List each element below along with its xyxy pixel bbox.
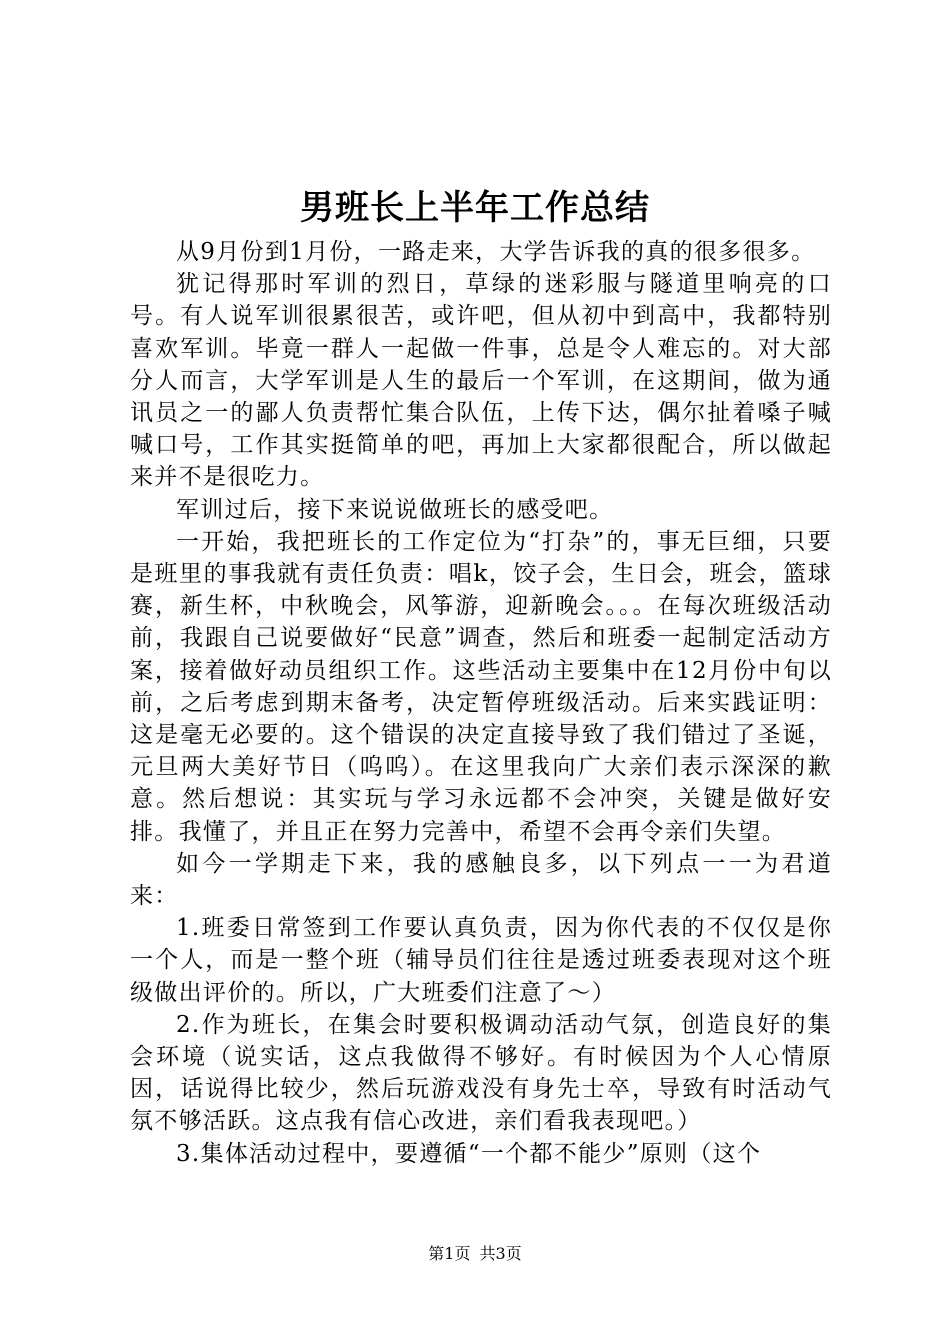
paragraph: 犹记得那时军训的烈日，草绿的迷彩服与隧道里响亮的口号。有人说军训很累很苦，或许吧，但从初中到高中，我都特别喜欢军训。毕竟一群人一起做一件事，总是令人难忘的。对大部分人而言，大学军训是人生的最后一个军训，在这期间，做为通讯员之一的鄙人负责帮忙集合队伍，上传下达，偶尔扯着嗓子喊喊口号，工作其实挺简单的吧，再加上大家都很配合，所以做起来并不是很吃力。 [130,271,832,491]
list-paragraph: 3.集体活动过程中，要遵循“一个都不能少”原则（这个 [176,1140,762,1167]
paragraph: 军训过后，接下来说说做班长的感受吧。 [176,496,614,523]
list-paragraph: 1.班委日常签到工作要认真负责，因为你代表的不仅仅是你一个人，而是一整个班（辅导员们往往是透过班委表现对这个班级做出评价的。所以，广大班委们注意了～） [130,915,832,1006]
page-total: 共3页 [479,1244,522,1263]
paragraph: 如今一学期走下来，我的感触良多，以下列点一一为君道来： [130,850,832,910]
list-paragraph: 2.作为班长，在集会时要积极调动活动气氛，创造良好的集会环境（说实话，这点我做得不够好。有时候因为个人心情原因，话说得比较少，然后玩游戏没有身先士卒，导致有时活动气氛不够活跃。这点我有信心改进，亲们看我表现吧。） [130,1011,832,1135]
page-number: 第1页 [428,1244,471,1263]
page-footer [0,1244,950,1264]
paragraph: 一开始，我把班长的工作定位为“打杂”的，事无巨细，只要是班里的事我就有责任负责：唱k，饺子会，生日会，班会，篮球赛，新生杯，中秋晚会，风筝游，迎新晚会。。。在每次班级活动前，我跟自己说要做好“民意”调查，然后和班委一起制定活动方案，接着做好动员组织工作。这些活动主要集中在12月份中旬以前，之后考虑到期末备考，决定暂停班级活动。后来实践证明：这是毫无必要的。这个错误的决定直接导致了我们错过了圣诞，元旦两大美好节日（呜呜）。在这里我向广大亲们表示深深的歉意。然后想说：其实玩与学习永远都不会冲突，关键是做好安排。我懂了，并且正在努力完善中，希望不会再令亲们失望。 [130,528,832,845]
document-body [130,236,832,1170]
document-title: 男班长上半年工作总结 [300,188,650,228]
paragraph: 从9月份到1月份，一路走来，大学告诉我的真的很多很多。 [176,239,816,265]
